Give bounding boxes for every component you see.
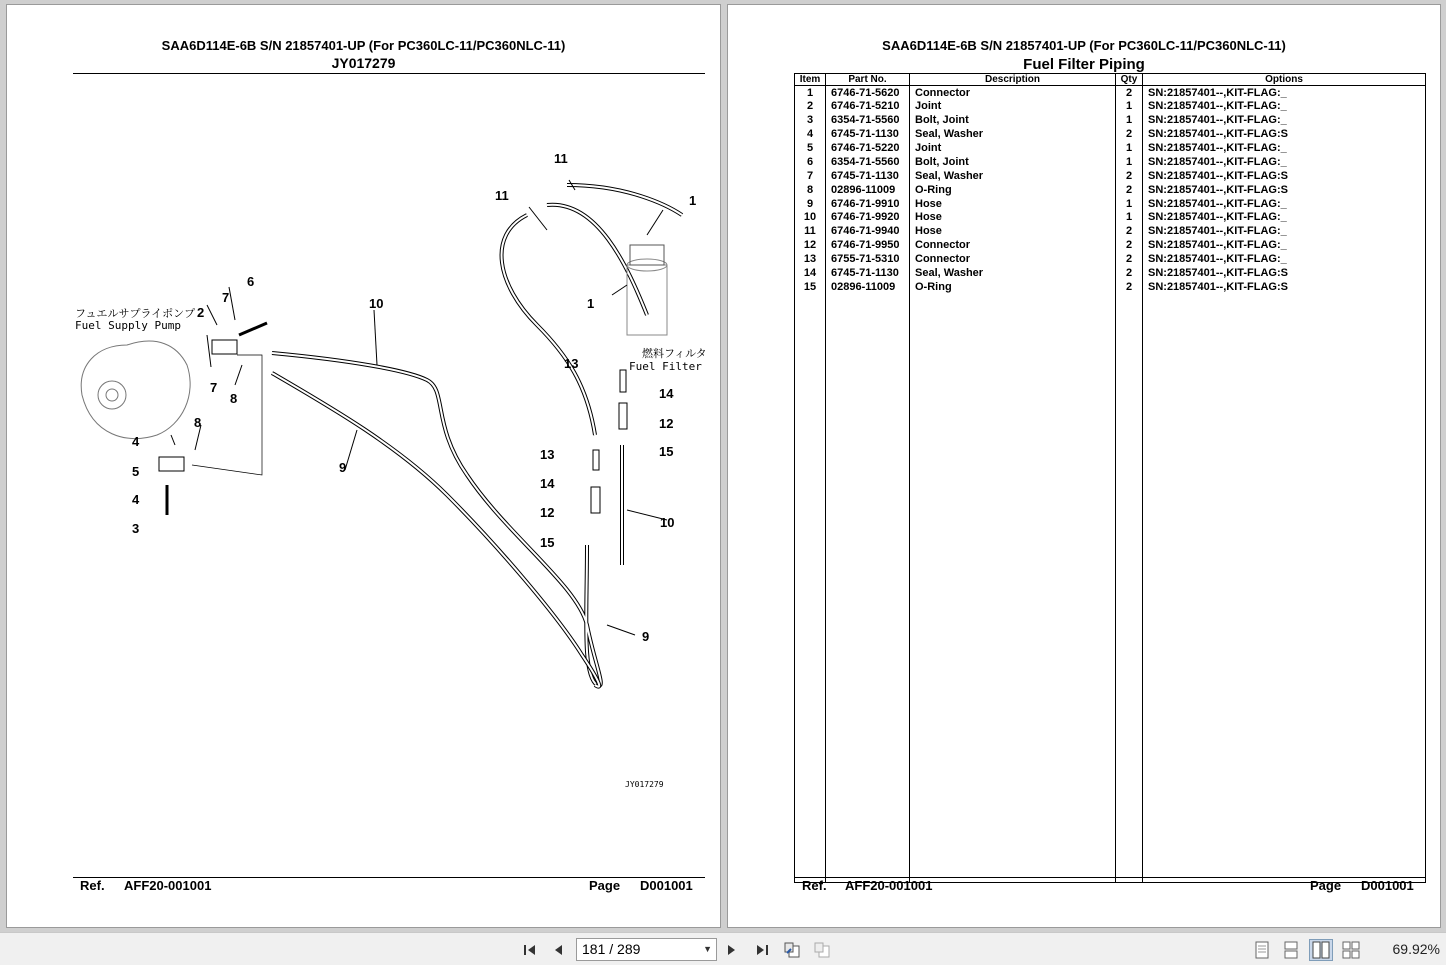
- cell-item: 13: [795, 252, 826, 266]
- chevron-down-icon[interactable]: ▼: [703, 944, 712, 954]
- cell-options: SN:21857401--,KIT-FLAG:_: [1143, 211, 1426, 225]
- cell-description: Bolt, Joint: [910, 155, 1116, 169]
- col-header-description: Description: [910, 74, 1116, 86]
- callout-label: 6: [247, 274, 255, 289]
- cell-item: 4: [795, 127, 826, 141]
- section-title: Fuel Filter Piping: [1023, 56, 1145, 73]
- cell-part-no: 6354-71-5560: [826, 113, 910, 127]
- cell-options: SN:21857401--,KIT-FLAG:_: [1143, 224, 1426, 238]
- drawing-code: JY017279: [625, 780, 664, 789]
- page-value: D001001: [640, 878, 693, 893]
- cell-options: SN:21857401--,KIT-FLAG:S: [1143, 266, 1426, 280]
- callout-label: 10: [660, 515, 675, 530]
- last-page-icon[interactable]: [752, 940, 772, 960]
- table-row: [795, 141, 1426, 155]
- table-row: [795, 86, 1426, 100]
- cell-part-no: 6745-71-1130: [826, 127, 910, 141]
- cell-part-no: 6746-71-9940: [826, 224, 910, 238]
- two-page-continuous-view-icon[interactable]: [1339, 939, 1363, 961]
- cell-qty: 2: [1116, 183, 1143, 197]
- cell-item: 11: [795, 224, 826, 238]
- cell-item: 12: [795, 238, 826, 252]
- callout-label: 4: [132, 434, 140, 449]
- left-page: [6, 4, 721, 928]
- callout-label: 2: [197, 305, 205, 320]
- callout-label: 13: [564, 356, 579, 371]
- ref-value: AFF20-001001: [124, 878, 212, 893]
- first-page-icon[interactable]: [520, 940, 540, 960]
- cell-qty: 1: [1116, 99, 1143, 113]
- table-row: [795, 280, 1426, 294]
- cell-part-no: 6746-71-9910: [826, 197, 910, 211]
- cell-options: SN:21857401--,KIT-FLAG:_: [1143, 238, 1426, 252]
- callout-label: 12: [540, 505, 555, 520]
- cell-item: 1: [795, 86, 826, 100]
- table-row: [795, 183, 1426, 197]
- cell-part-no: 6746-71-9950: [826, 238, 910, 252]
- callout-label: 9: [642, 629, 650, 644]
- cell-options: SN:21857401--,KIT-FLAG:_: [1143, 197, 1426, 211]
- cell-item: 15: [795, 280, 826, 294]
- page-title: SAA6D114E-6B S/N 21857401-UP (For PC360LC-11/PC360NLC-11): [161, 38, 566, 53]
- col-header-part-no: Part No.: [826, 74, 910, 86]
- cell-options: SN:21857401--,KIT-FLAG:S: [1143, 183, 1426, 197]
- cell-qty: 2: [1116, 169, 1143, 183]
- cell-qty: 1: [1116, 141, 1143, 155]
- cell-item: 6: [795, 155, 826, 169]
- table-header-row: [795, 74, 1426, 86]
- cell-item: 2: [795, 99, 826, 113]
- cell-qty: 2: [1116, 238, 1143, 252]
- cell-item: 10: [795, 211, 826, 225]
- callout-label: 8: [230, 391, 238, 406]
- table-row: [795, 99, 1426, 113]
- cell-options: SN:21857401--,KIT-FLAG:_: [1143, 86, 1426, 100]
- cell-description: Connector: [910, 86, 1116, 100]
- page-number-field[interactable]: [576, 938, 717, 961]
- cell-description: Hose: [910, 197, 1116, 211]
- callout-label: 14: [540, 476, 555, 491]
- cell-description: Hose: [910, 211, 1116, 225]
- cell-qty: 1: [1116, 113, 1143, 127]
- cell-description: Seal, Washer: [910, 127, 1116, 141]
- cell-description: Seal, Washer: [910, 266, 1116, 280]
- cell-options: SN:21857401--,KIT-FLAG:_: [1143, 252, 1426, 266]
- cell-item: 8: [795, 183, 826, 197]
- cell-part-no: 6746-71-9920: [826, 211, 910, 225]
- cell-item: 5: [795, 141, 826, 155]
- callout-label: 5: [132, 464, 140, 479]
- next-page-icon[interactable]: [722, 940, 742, 960]
- table-row: [795, 113, 1426, 127]
- previous-page-icon[interactable]: [548, 940, 568, 960]
- callout-label: 9: [339, 460, 347, 475]
- cell-description: O-Ring: [910, 183, 1116, 197]
- cell-part-no: 02896-11009: [826, 183, 910, 197]
- page-indicator: 181 / 289: [582, 941, 641, 957]
- cell-description: Connector: [910, 252, 1116, 266]
- right-page: [727, 4, 1441, 928]
- cell-item: 7: [795, 169, 826, 183]
- pump-label-en: Fuel Supply Pump: [75, 319, 181, 332]
- table-row: [795, 155, 1426, 169]
- col-header-qty: Qty: [1116, 74, 1143, 86]
- empty-cell: [1116, 294, 1143, 883]
- page-label: Page: [589, 878, 621, 893]
- cell-qty: 1: [1116, 211, 1143, 225]
- cell-part-no: 6746-71-5220: [826, 141, 910, 155]
- callout-label: 10: [369, 296, 384, 311]
- cell-options: SN:21857401--,KIT-FLAG:S: [1143, 280, 1426, 294]
- table-row: [795, 238, 1426, 252]
- col-header-item: Item: [795, 74, 826, 86]
- empty-cell: [910, 294, 1116, 883]
- callout-label: 3: [132, 521, 140, 536]
- callout-label: 11: [495, 188, 509, 203]
- callout-label: 1: [587, 296, 595, 311]
- cell-options: SN:21857401--,KIT-FLAG:S: [1143, 169, 1426, 183]
- table-row: [795, 169, 1426, 183]
- parts-diagram: [67, 145, 717, 845]
- cell-description: Joint: [910, 99, 1116, 113]
- cell-qty: 2: [1116, 224, 1143, 238]
- cell-description: Joint: [910, 141, 1116, 155]
- table-row: [795, 211, 1426, 225]
- table-row: [795, 197, 1426, 211]
- zoom-level[interactable]: 69.92%: [1392, 941, 1440, 957]
- cell-qty: 2: [1116, 280, 1143, 294]
- callout-label: 1: [689, 193, 697, 208]
- ref-value: AFF20-001001: [845, 878, 933, 893]
- cell-options: SN:21857401--,KIT-FLAG:_: [1143, 99, 1426, 113]
- pump-label-jp: フュエルサプライポンプ: [75, 307, 196, 320]
- cell-qty: 2: [1116, 86, 1143, 100]
- cell-part-no: 6755-71-5310: [826, 252, 910, 266]
- cell-item: 14: [795, 266, 826, 280]
- cell-description: Connector: [910, 238, 1116, 252]
- go-forward-view-icon[interactable]: [812, 940, 832, 960]
- col-header-options: Options: [1143, 74, 1426, 86]
- cell-part-no: 02896-11009: [826, 280, 910, 294]
- title-rule: [73, 73, 705, 74]
- parts-table: [794, 73, 1426, 883]
- cell-part-no: 6745-71-1130: [826, 266, 910, 280]
- callout-label: 15: [540, 535, 555, 550]
- ref-label: Ref.: [80, 878, 105, 893]
- cell-qty: 2: [1116, 266, 1143, 280]
- table-row: [795, 127, 1426, 141]
- empty-cell: [795, 294, 826, 883]
- cell-options: SN:21857401--,KIT-FLAG:S: [1143, 127, 1426, 141]
- cell-part-no: 6354-71-5560: [826, 155, 910, 169]
- cell-description: Bolt, Joint: [910, 113, 1116, 127]
- cell-qty: 2: [1116, 252, 1143, 266]
- cell-description: Hose: [910, 224, 1116, 238]
- viewer-toolbar: [0, 932, 1446, 965]
- cell-item: 3: [795, 113, 826, 127]
- callout-label: 14: [659, 386, 674, 401]
- continuous-view-icon[interactable]: [1279, 939, 1303, 961]
- page-label: Page: [1310, 878, 1342, 893]
- callout-label: 11: [554, 151, 568, 166]
- cell-description: O-Ring: [910, 280, 1116, 294]
- cell-qty: 1: [1116, 155, 1143, 169]
- callout-label: 4: [132, 492, 140, 507]
- drawing-number: JY017279: [331, 55, 396, 71]
- cell-part-no: 6745-71-1130: [826, 169, 910, 183]
- callout-label: 12: [659, 416, 674, 431]
- cell-qty: 1: [1116, 197, 1143, 211]
- table-row: [795, 266, 1426, 280]
- table-row: [795, 252, 1426, 266]
- cell-options: SN:21857401--,KIT-FLAG:_: [1143, 155, 1426, 169]
- callout-label: 13: [540, 447, 555, 462]
- page-value: D001001: [1361, 878, 1414, 893]
- single-page-view-icon[interactable]: [1250, 939, 1274, 961]
- empty-cell: [1143, 294, 1426, 883]
- filter-label-jp: 燃料フィルタ: [642, 347, 707, 360]
- table-row: [795, 224, 1426, 238]
- go-back-view-icon[interactable]: [782, 940, 802, 960]
- empty-cell: [826, 294, 910, 883]
- table-empty-space: [795, 294, 1426, 883]
- cell-options: SN:21857401--,KIT-FLAG:_: [1143, 141, 1426, 155]
- callout-label: 7: [222, 290, 230, 305]
- callout-label: 8: [194, 415, 202, 430]
- cell-item: 9: [795, 197, 826, 211]
- two-page-view-icon[interactable]: [1309, 939, 1333, 961]
- cell-description: Seal, Washer: [910, 169, 1116, 183]
- callout-label: 15: [659, 444, 674, 459]
- page-title: SAA6D114E-6B S/N 21857401-UP (For PC360LC-11/PC360NLC-11): [882, 38, 1286, 53]
- cell-qty: 2: [1116, 127, 1143, 141]
- cell-part-no: 6746-71-5620: [826, 86, 910, 100]
- filter-label-en: Fuel Filter: [629, 360, 702, 373]
- ref-label: Ref.: [802, 878, 827, 893]
- cell-options: SN:21857401--,KIT-FLAG:_: [1143, 113, 1426, 127]
- cell-part-no: 6746-71-5210: [826, 99, 910, 113]
- callout-label: 7: [210, 380, 218, 395]
